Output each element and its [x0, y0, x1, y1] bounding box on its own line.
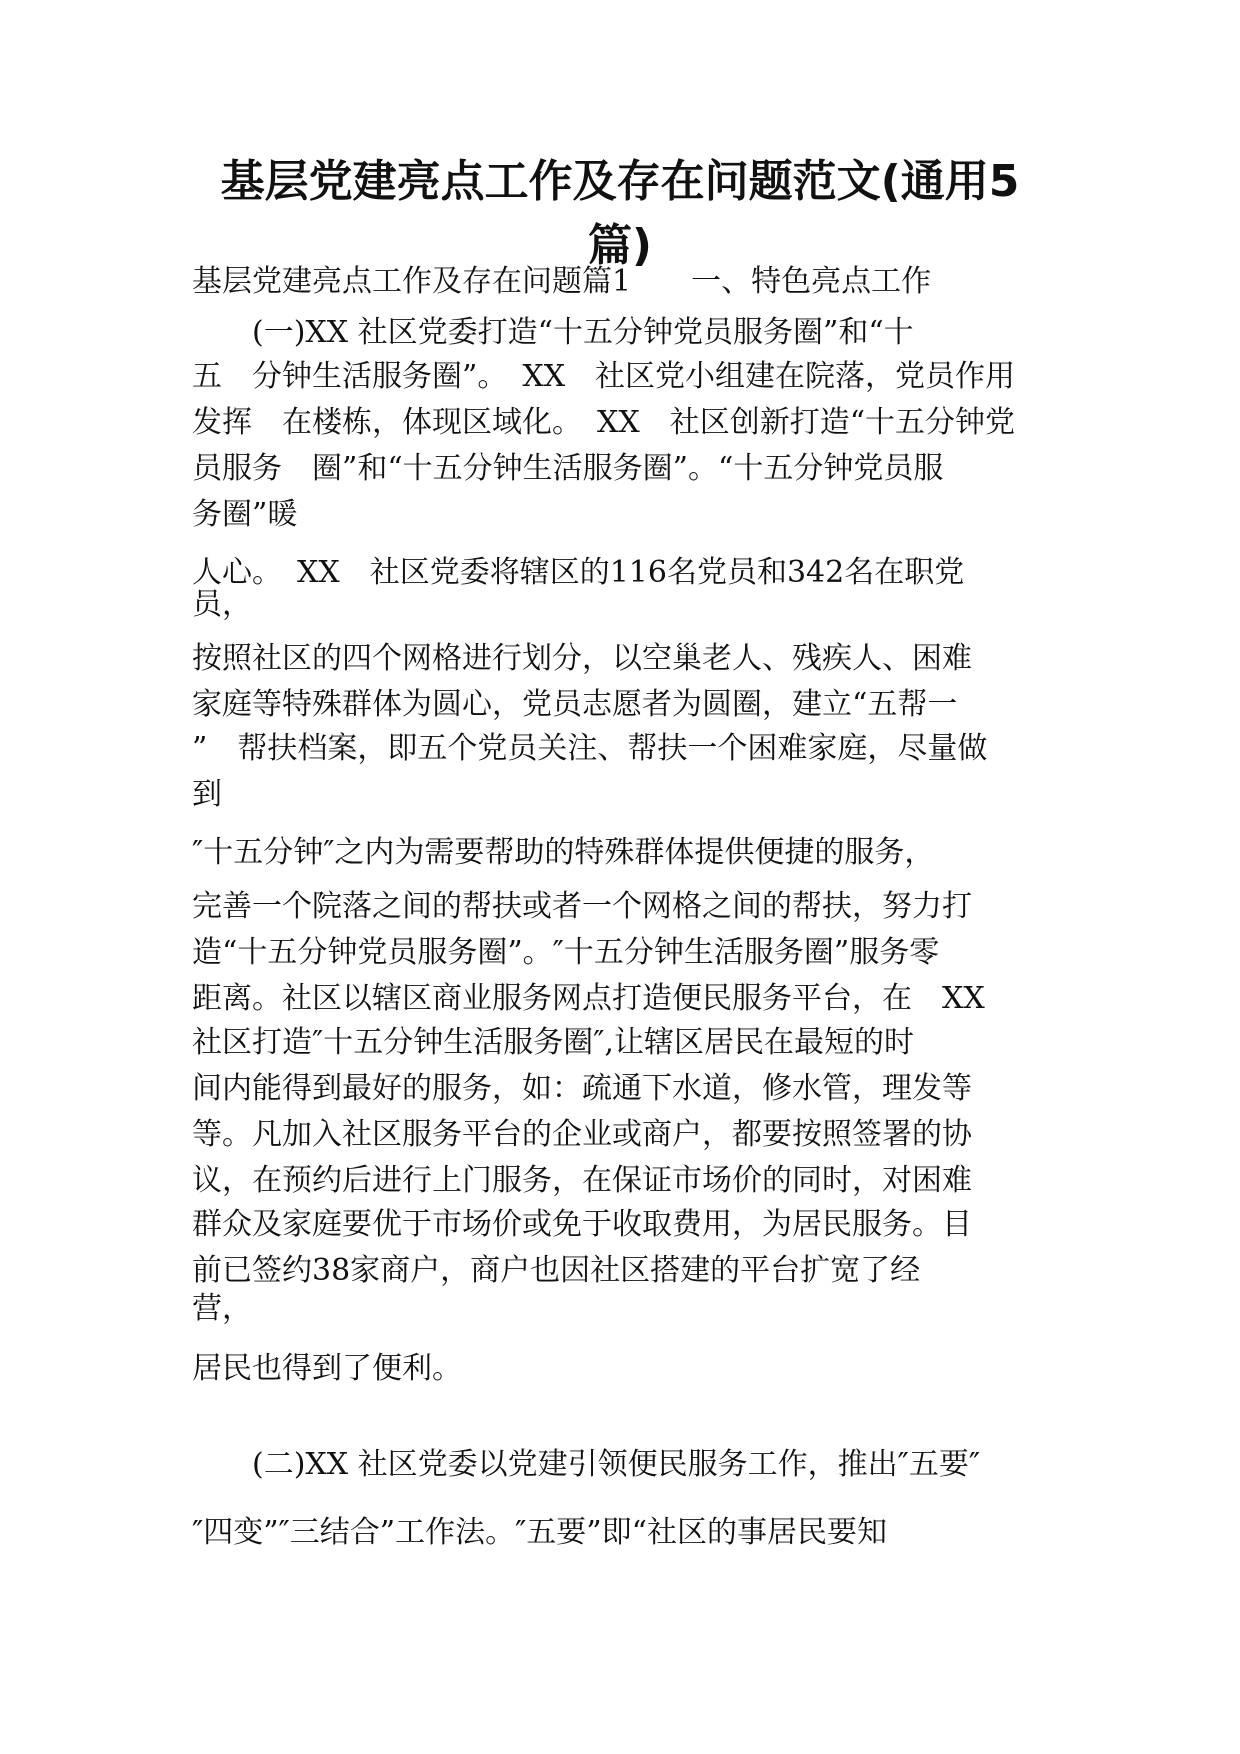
body-line: 前已签约38家商户，商户也因社区搭建的平台扩宽了经 [192, 1253, 921, 1288]
body-line: 完善一个院落之间的帮扶或者一个网格之间的帮扶，努力打 [192, 889, 972, 924]
body-line: 群众及家庭要优于市场价或免于收取费用，为居民服务。目 [192, 1207, 972, 1242]
body-line: 按照社区的四个网格进行划分，以空巢老人、残疾人、困难 [192, 641, 972, 676]
body-line: (二)XX 社区党委以党建引领便民服务工作，推出″五要″ [192, 1447, 981, 1482]
body-line: 间内能得到最好的服务，如：疏通下水道，修水管，理发等 [192, 1071, 972, 1106]
body-line: 居民也得到了便利。 [192, 1351, 462, 1386]
body-line: ″十五分钟″之内为需要帮助的特殊群体提供便捷的服务， [192, 835, 935, 870]
body-line: 员， [192, 587, 252, 622]
body-line: 员服务 圈”和“十五分钟生活服务圈”。“十五分钟党员服 [192, 451, 944, 486]
body-line: 五 分钟生活服务圈”。 XX 社区党小组建在院落，党员作用 [192, 359, 1016, 394]
body-line: 家庭等特殊群体为圆心，党员志愿者为圆圈，建立“五帮一 [192, 687, 958, 722]
body-line: (一)XX 社区党委打造“十五分钟党员服务圈”和“十 [192, 315, 914, 350]
body-line: 基层党建亮点工作及存在问题篇1 一、特色亮点工作 [192, 264, 932, 299]
body-line: 社区打造″十五分钟生活服务圈″,让辖区居民在最短的时 [192, 1025, 914, 1060]
body-line: 务圈”暖 [192, 497, 298, 532]
body-line: 距离。社区以辖区商业服务网点打造便民服务平台，在 XX [192, 981, 985, 1016]
body-line: ” 帮扶档案，即五个党员关注、帮扶一个困难家庭，尽量做 [192, 731, 988, 766]
body-line: 营， [192, 1291, 252, 1326]
body-line: 造“十五分钟党员服务圈”。″十五分钟生活服务圈”服务零 [192, 935, 940, 970]
body-line: 到 [192, 777, 222, 812]
body-line: ″四变”″三结合”工作法。″五要”即“社区的事居民要知 [192, 1515, 887, 1550]
body-line: 发挥 在楼栋，体现区域化。 XX 社区创新打造“十五分钟党 [192, 405, 1016, 440]
body-line: 议，在预约后进行上门服务，在保证市场价的同时，对困难 [192, 1163, 972, 1198]
body-line: 等。凡加入社区服务平台的企业或商户，都要按照签署的协 [192, 1117, 972, 1152]
document-title-line-1: 基层党建亮点工作及存在问题范文(通用5 [220, 156, 1020, 207]
document-title-line-2: 篇) [587, 220, 653, 271]
body-line: 人心。 XX 社区党委将辖区的116名党员和342名在职党 [192, 555, 965, 590]
